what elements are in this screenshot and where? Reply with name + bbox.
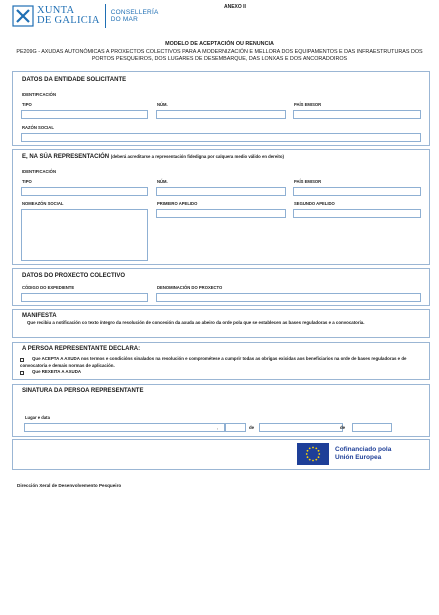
section-title: DATOS DA ENTIDADE SOLICITANTE [22,77,127,83]
denominacion-field[interactable] [156,293,421,302]
footer-direccion: Dirección Xeral de Desenvolvemento Pesqueiro [17,483,122,488]
section-title [22,154,284,160]
dia-field[interactable] [225,423,246,432]
section-proxecto-colectivo [12,268,430,306]
xunta-logo [12,3,162,29]
document-title-block [0,41,439,64]
section-title: SINATURA DA PERSOA REPRESENTANTE [22,388,144,394]
manifesta-text: Que recibiu a notificación co texto íntegro da resolución de concesión da axuda ao abeiro da orde pola que se establecen as bases reguladoras e a convocatoria. [27,320,365,325]
codigo-expediente-field[interactable] [21,293,148,302]
section-declara [12,342,430,380]
lugar-data-label: Lugar e data [25,415,50,420]
num-label: NÚM. [157,179,168,184]
tipo-label: TIPO [22,179,32,184]
eu-flag-icon [297,443,329,465]
ano-field[interactable] [352,423,392,432]
section-entidade-solicitante [12,71,430,146]
acepta-text: Que ACEPTA A AXUDA nos termos e condicións sinalados na resolución e comprométese a cumprir todas as obrigas exixidas aos beneficiarios na orde de bases reguladoras e de convocatoria e demais normas de aplicación. [20,356,407,368]
de-separator-1: de [249,425,255,430]
rep-num-field[interactable] [156,187,286,196]
rexeita-checkbox[interactable] [20,371,24,375]
codigo-expediente-label: CÓDIGO DO EXPEDIENTE [22,285,75,290]
num-field[interactable] [156,110,286,119]
logo-conselleria-line1: CONSELLERÍA [110,8,159,16]
tipo-field[interactable] [21,110,148,119]
rexeita-text: Que REXEITA A AXUDA [32,369,82,374]
pais-label: PAÍS EMISOR [294,179,322,184]
section-title: DATOS DO PROXECTO COLECTIVO [22,273,126,279]
representacion-title: E, NA SÚA REPRESENTACIÓN [22,154,110,160]
logo-xunta-line2: DE GALICIA [37,15,100,26]
razon-social-label: RAZÓN SOCIAL [22,125,54,130]
logo-divider [105,4,106,28]
section-sinatura [12,384,430,437]
pais-label: PAÍS EMISOR [294,102,322,107]
pais-field[interactable] [293,110,421,119]
rep-tipo-field[interactable] [21,187,148,196]
rep-pais-field[interactable] [293,187,421,196]
document-subtitle: PE209G - AXUDAS AUTONÓMICAS A PROXECTOS COLECTIVOS PARA A MODERNIZACIÓN E MELLORA DOS EQUIPAMENTOS E DAS INFRAESTRUTURAS DOS PORTOS PESQUEIROS, DOS LUGARES DE DESEMBARQUE, DAS LONXAS E DOS ANCORADOIROS [16,48,423,62]
xunta-shield-icon [12,5,34,27]
segundo-apelido-label: SEGUNDO APELIDO [294,201,335,206]
identificacion-label: IDENTIFICACIÓN [22,169,56,174]
nomeazon-label: NOMEAZÓN SOCIAL [22,201,64,206]
identificacion-label: IDENTIFICACIÓN [22,92,56,97]
nomeazon-field[interactable] [21,209,148,261]
segundo-apelido-field[interactable] [293,209,421,218]
anexo-label: ANEXO II [224,4,246,10]
lugar-field[interactable] [24,423,225,432]
representacion-note: (deberá acreditarse a representación fidedigna por calquera medio válido en dereito) [110,154,284,159]
razon-social-field[interactable] [21,133,421,142]
mes-field[interactable] [259,423,346,432]
primeiro-apelido-field[interactable] [156,209,286,218]
section-manifesta [12,309,430,338]
logo-xunta-line1: XUNTA [37,5,75,16]
document-title: MODELO DE ACEPTACIÓN OU RENUNCIA [165,41,274,47]
comma-separator: , [217,425,219,430]
section-representacion [12,149,430,265]
section-title: A PERSOA REPRESENTANTE DECLARA: [22,346,141,352]
num-label: NÚM. [157,102,168,107]
tipo-label: TIPO [22,102,32,107]
eu-line1: Cofinanciado pola [335,446,392,453]
eu-cofinancing-logo [297,442,421,466]
section-title: MANIFESTA [22,313,57,319]
logo-conselleria-line2: DO MAR [110,16,138,23]
eu-line2: Unión Europea [335,454,382,461]
primeiro-apelido-label: PRIMEIRO APELIDO [157,201,198,206]
denominacion-label: DENOMINACIÓN DO PROXECTO [157,285,223,290]
de-separator-2: de [340,425,346,430]
